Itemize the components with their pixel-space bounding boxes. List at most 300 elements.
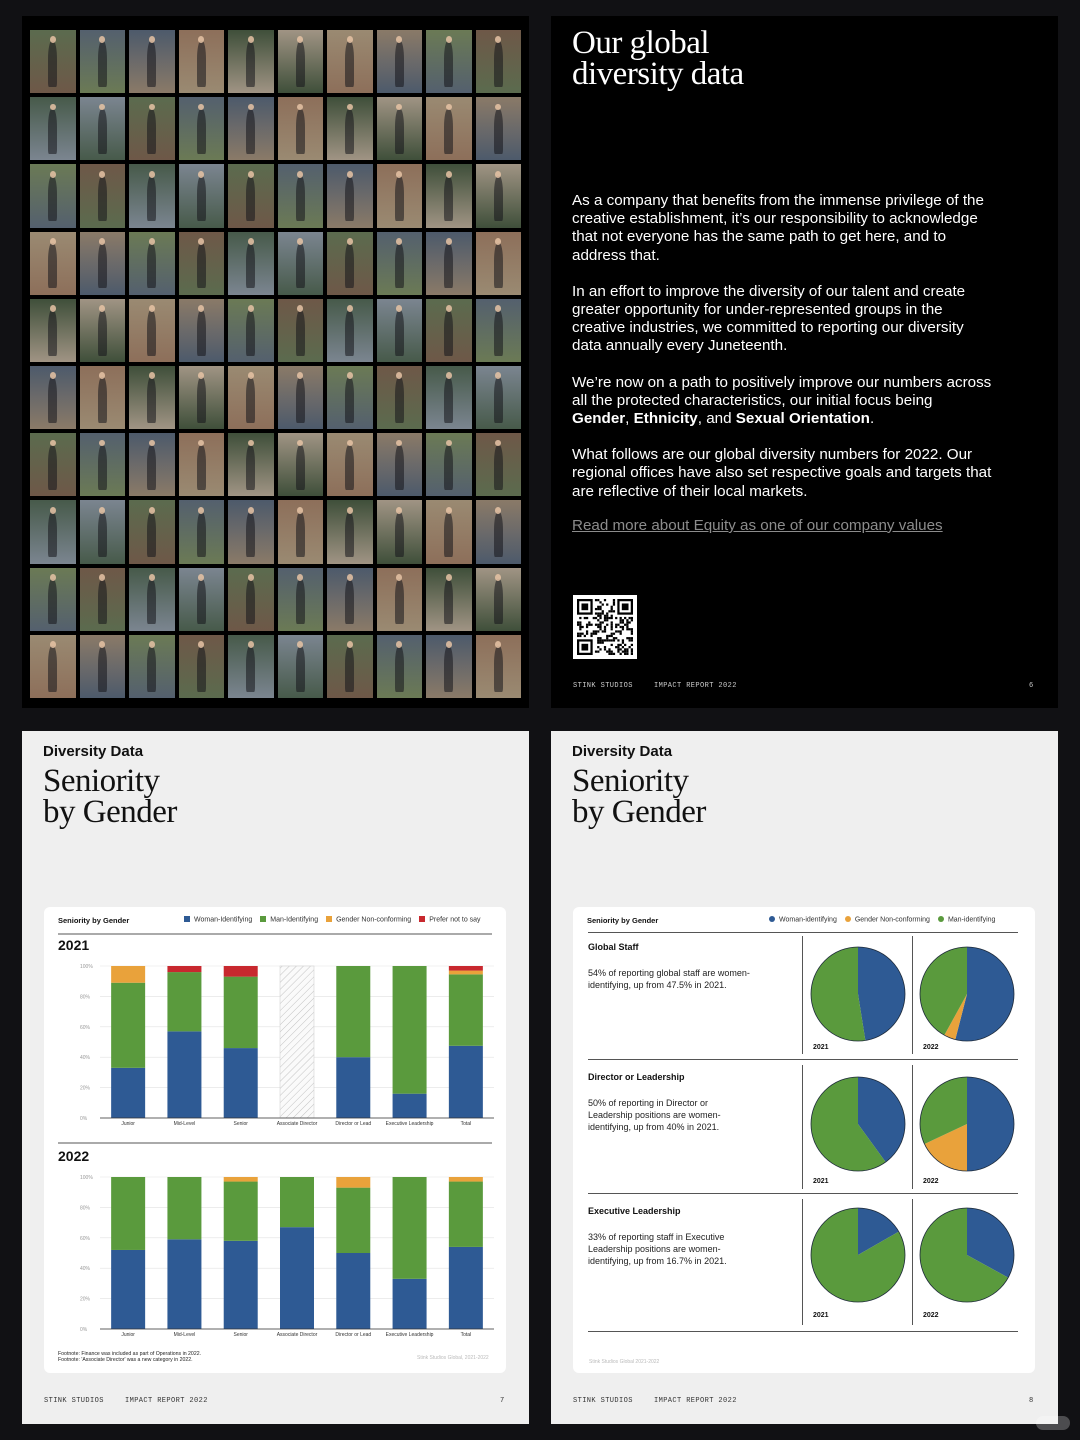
staff-photo: [30, 568, 76, 631]
bar-segment: [336, 1253, 370, 1329]
staff-photo: [228, 366, 274, 429]
staff-photo: [129, 164, 175, 227]
person-figure: [345, 445, 354, 491]
staff-photo: [278, 568, 324, 631]
pie-year-label: 2022: [923, 1312, 939, 1319]
person-figure: [494, 377, 503, 422]
person-figure: [147, 176, 156, 222]
person-head: [297, 507, 303, 514]
qr-module: [595, 624, 597, 626]
qr-module: [577, 635, 579, 637]
y-tick-label: 40%: [80, 1266, 91, 1273]
qr-module: [597, 608, 599, 610]
footer-report: IMPACT REPORT 2022: [125, 1397, 208, 1405]
staff-photo: [80, 164, 126, 227]
bar-segment: [224, 1048, 258, 1118]
qr-module: [604, 630, 606, 632]
qr-module: [586, 626, 588, 628]
person-figure: [444, 176, 453, 222]
person-figure: [98, 579, 107, 625]
person-head: [347, 171, 353, 178]
staff-photo: [179, 568, 225, 631]
person-figure: [345, 646, 354, 692]
qr-module: [629, 621, 631, 623]
focus-ethnicity: Ethnicity: [633, 410, 698, 428]
bar-segment: [336, 966, 370, 1057]
person-figure: [494, 310, 503, 356]
staff-photo: [377, 30, 423, 93]
qr-module: [593, 617, 595, 619]
qr-module: [617, 646, 619, 648]
qr-module: [595, 630, 597, 632]
qr-module: [613, 653, 615, 655]
staff-photo: [476, 366, 522, 429]
qr-module: [595, 612, 597, 614]
staff-photo: [228, 97, 274, 160]
x-tick-label: Mid-Level: [173, 1332, 196, 1338]
x-tick-label: Director or Lead: [335, 1332, 372, 1338]
person-figure: [48, 310, 57, 356]
bar-segment: [280, 1177, 314, 1227]
person-figure: [296, 41, 305, 86]
staff-photo-grid: [30, 30, 521, 698]
staff-photo: [228, 30, 274, 93]
bar-segment: [449, 971, 483, 975]
footer-report: IMPACT REPORT 2022: [654, 1397, 737, 1405]
person-figure: [444, 41, 453, 86]
person-figure: [395, 243, 404, 289]
section-text-executive: 33% of reporting staff in Executive Leadership positions are women-identifying, up from 16.7% in 2021.: [588, 1232, 727, 1266]
equity-values-link[interactable]: Read more about Equity as one of our company values: [572, 516, 943, 534]
staff-photo: [30, 30, 76, 93]
qr-module: [599, 624, 601, 626]
person-figure: [98, 243, 107, 289]
person-figure: [444, 377, 453, 422]
qr-module: [620, 619, 622, 621]
qr-code[interactable]: [573, 595, 637, 659]
person-figure: [48, 243, 57, 289]
person-figure: [296, 445, 305, 491]
staff-photo: [278, 164, 324, 227]
qr-finder-core: [581, 603, 588, 610]
qr-module: [606, 619, 608, 621]
qr-module: [624, 651, 626, 653]
qr-module: [599, 608, 601, 610]
qr-module: [597, 626, 599, 628]
qr-module: [595, 617, 597, 619]
person-figure: [197, 243, 206, 289]
bar-segment: [449, 1046, 483, 1118]
qr-module: [620, 621, 622, 623]
qr-module: [602, 642, 604, 644]
bar-segment: [224, 1241, 258, 1329]
person-figure: [444, 512, 453, 558]
qr-module: [613, 601, 615, 603]
qr-module: [608, 651, 610, 653]
bar-no-data: [280, 966, 314, 1118]
person-figure: [147, 243, 156, 289]
qr-module: [599, 642, 601, 644]
title-line-2: by Gender: [572, 794, 706, 830]
person-figure: [494, 176, 503, 222]
qr-module: [579, 628, 581, 630]
person-figure: [345, 377, 354, 422]
qr-module: [595, 651, 597, 653]
qr-module: [606, 617, 608, 619]
person-head: [149, 641, 155, 648]
staff-photo: [228, 164, 274, 227]
person-figure: [494, 512, 503, 558]
qr-module: [577, 624, 579, 626]
qr-module: [611, 633, 613, 635]
qr-module: [611, 606, 613, 608]
qr-module: [620, 648, 622, 650]
qr-module: [595, 608, 597, 610]
staff-photo: [30, 366, 76, 429]
qr-module: [631, 644, 633, 646]
person-figure: [98, 512, 107, 558]
person-figure: [296, 646, 305, 692]
staff-photo: [179, 635, 225, 698]
person-head: [50, 507, 56, 514]
footnote-2: Footnote: 'Associate Director' was a new category in 2022.: [58, 1357, 193, 1363]
qr-module: [611, 621, 613, 623]
legend-label: Woman-identifying: [779, 916, 837, 924]
qr-module: [611, 639, 613, 641]
staff-photo: [179, 299, 225, 362]
person-figure: [494, 243, 503, 289]
paragraph-3-text: We’re now on a path to positively improve our numbers across all the protected characteristics, our initial focus being: [572, 373, 992, 409]
person-figure: [197, 41, 206, 86]
staff-photo: [228, 433, 274, 496]
person-head: [248, 574, 254, 581]
bar-segment: [167, 1239, 201, 1329]
person-figure: [444, 109, 453, 155]
person-figure: [395, 109, 404, 155]
qr-module: [624, 648, 626, 650]
person-figure: [246, 377, 255, 422]
year-label-2022: 2022: [58, 1148, 90, 1164]
qr-module: [626, 621, 628, 623]
qr-module: [617, 644, 619, 646]
qr-module: [604, 615, 606, 617]
person-figure: [246, 512, 255, 558]
bar-segment: [336, 1177, 370, 1188]
x-tick-label: Junior: [121, 1332, 135, 1338]
staff-photo: [377, 164, 423, 227]
person-figure: [395, 579, 404, 625]
y-tick-label: 60%: [80, 1024, 91, 1031]
section-text-global: 54% of reporting global staff are women-identifying, up from 47.5% in 2021.: [588, 968, 750, 990]
qr-module: [599, 606, 601, 608]
person-figure: [197, 310, 206, 356]
qr-module: [611, 651, 613, 653]
qr-module: [608, 653, 610, 655]
title-line-2: diversity data: [572, 56, 744, 92]
person-head: [50, 36, 56, 43]
staff-photo: [228, 635, 274, 698]
x-tick-label: Executive Leadership: [385, 1121, 434, 1127]
qr-module: [599, 615, 601, 617]
y-tick-label: 100%: [80, 1175, 93, 1181]
person-figure: [296, 579, 305, 625]
person-figure: [444, 310, 453, 356]
person-figure: [197, 377, 206, 422]
qr-module: [590, 633, 592, 635]
qr-module: [586, 624, 588, 626]
qr-module: [599, 617, 601, 619]
qr-module: [615, 637, 617, 639]
staff-photo: [327, 97, 373, 160]
staff-photo: [327, 30, 373, 93]
qr-module: [604, 628, 606, 630]
person-head: [347, 574, 353, 581]
qr-module: [617, 624, 619, 626]
person-head: [248, 507, 254, 514]
title-line-2: by Gender: [43, 794, 177, 830]
staff-photo: [476, 433, 522, 496]
person-head: [396, 507, 402, 514]
legend-label: Gender Non-conforming: [854, 916, 930, 924]
qr-module: [622, 642, 624, 644]
paragraph-4: What follows are our global diversity numbers for 2022. Our regional offices have also set respective goals and targets that are reflective of their local markets.: [572, 446, 992, 500]
qr-module: [631, 653, 633, 655]
qr-module: [586, 630, 588, 632]
staff-photo: [179, 30, 225, 93]
pie-year-label: 2022: [923, 1178, 939, 1185]
qr-module: [631, 633, 633, 635]
section-heading-director: Director or Leadership: [588, 1072, 685, 1082]
person-head: [347, 104, 353, 111]
person-figure: [345, 41, 354, 86]
bar-segment: [336, 1057, 370, 1118]
qr-module: [590, 624, 592, 626]
person-head: [347, 372, 353, 379]
qr-module: [629, 628, 631, 630]
qr-module: [631, 648, 633, 650]
qr-module: [606, 603, 608, 605]
person-head: [149, 372, 155, 379]
qr-module: [631, 637, 633, 639]
person-head: [248, 104, 254, 111]
person-figure: [296, 109, 305, 155]
person-figure: [197, 176, 206, 222]
person-figure: [98, 445, 107, 491]
qr-module: [579, 633, 581, 635]
person-figure: [246, 646, 255, 692]
section-text-director: 50% of reporting in Director or Leadership positions are women-identifying, up from 40% in 2021.: [588, 1098, 721, 1132]
qr-module: [624, 624, 626, 626]
bar-segment: [167, 1031, 201, 1118]
person-head: [446, 574, 452, 581]
qr-module: [608, 639, 610, 641]
qr-module: [617, 639, 619, 641]
staff-photo: [327, 232, 373, 295]
qr-module: [613, 603, 615, 605]
person-figure: [246, 445, 255, 491]
staff-photo: [179, 164, 225, 227]
person-figure: [48, 512, 57, 558]
staff-photo: [129, 433, 175, 496]
x-tick-label: Mid-Level: [173, 1121, 196, 1127]
qr-module: [602, 610, 604, 612]
qr-module: [615, 624, 617, 626]
person-figure: [494, 109, 503, 155]
qr-module: [611, 626, 613, 628]
person-figure: [48, 377, 57, 422]
qr-module: [620, 653, 622, 655]
qr-module: [584, 617, 586, 619]
qr-module: [626, 651, 628, 653]
person-figure: [345, 512, 354, 558]
staff-photo: [228, 299, 274, 362]
qr-module: [597, 599, 599, 601]
staff-photo: [129, 232, 175, 295]
x-tick-label: Senior: [233, 1332, 248, 1338]
staff-photo: [426, 433, 472, 496]
qr-module: [593, 633, 595, 635]
qr-module: [626, 653, 628, 655]
qr-module: [604, 648, 606, 650]
qr-module: [617, 651, 619, 653]
qr-module: [597, 606, 599, 608]
person-head: [446, 104, 452, 111]
bar-segment: [111, 966, 145, 983]
person-head: [248, 36, 254, 43]
footer-report: IMPACT REPORT 2022: [654, 682, 737, 690]
footer-brand: STINK STUDIOS: [573, 682, 633, 690]
bar-segment: [224, 966, 258, 977]
person-head: [248, 171, 254, 178]
person-head: [99, 507, 105, 514]
qr-module: [599, 637, 601, 639]
person-head: [446, 305, 452, 312]
staff-photo: [129, 500, 175, 563]
person-figure: [98, 310, 107, 356]
person-figure: [345, 176, 354, 222]
person-figure: [197, 646, 206, 692]
person-head: [248, 238, 254, 245]
person-head: [50, 238, 56, 245]
qr-module: [597, 646, 599, 648]
staff-photo: [179, 366, 225, 429]
qr-module: [629, 646, 631, 648]
qr-module: [615, 646, 617, 648]
person-head: [248, 305, 254, 312]
qr-module: [602, 612, 604, 614]
staff-photo: [179, 232, 225, 295]
person-figure: [246, 579, 255, 625]
person-figure: [246, 41, 255, 86]
qr-module: [622, 639, 624, 641]
staff-photo: [129, 635, 175, 698]
qr-module: [611, 610, 613, 612]
person-figure: [98, 109, 107, 155]
source-note: Stink Studios Global, 2021-2022: [417, 1355, 489, 1361]
bar-charts-page: [22, 731, 529, 1424]
staff-photo: [476, 568, 522, 631]
section-kicker: Diversity Data: [43, 743, 144, 760]
qr-module: [615, 617, 617, 619]
section-heading-global: Global Staff: [588, 942, 639, 952]
qr-module: [611, 615, 613, 617]
staff-photo: [476, 500, 522, 563]
staff-photo: [426, 97, 472, 160]
person-head: [149, 507, 155, 514]
qr-module: [624, 617, 626, 619]
person-head: [347, 305, 353, 312]
person-figure: [444, 445, 453, 491]
footnote-1: Footnote: Finance was included as part of Operations in 2022.: [58, 1351, 202, 1357]
qr-module: [604, 617, 606, 619]
person-figure: [246, 109, 255, 155]
page-number: 8: [1029, 1397, 1034, 1405]
qr-module: [631, 639, 633, 641]
qr-module: [626, 637, 628, 639]
footer-brand: STINK STUDIOS: [44, 1397, 104, 1405]
qr-module: [613, 639, 615, 641]
qr-module: [608, 617, 610, 619]
person-figure: [494, 445, 503, 491]
bar-segment: [393, 1094, 427, 1118]
pie-year-label: 2021: [813, 1312, 829, 1319]
qr-module: [620, 630, 622, 632]
x-tick-label: Total: [460, 1332, 472, 1338]
person-figure: [48, 41, 57, 86]
qr-module: [602, 621, 604, 623]
legend-label: Man-identifying: [947, 916, 996, 924]
bar-segment: [224, 1182, 258, 1241]
qr-module: [597, 637, 599, 639]
qr-module: [606, 615, 608, 617]
staff-photo: [377, 500, 423, 563]
x-tick-label: Associate Director: [276, 1121, 318, 1127]
person-head: [495, 507, 501, 514]
person-figure: [395, 445, 404, 491]
person-head: [495, 171, 501, 178]
qr-module: [626, 648, 628, 650]
staff-photo: [129, 366, 175, 429]
staff-photo: [426, 164, 472, 227]
qr-module: [611, 644, 613, 646]
person-figure: [296, 176, 305, 222]
title-line-1: Seniority: [572, 763, 689, 799]
y-tick-label: 0%: [80, 1327, 88, 1333]
bar-segment: [393, 1177, 427, 1279]
staff-photo: [30, 97, 76, 160]
qr-module: [615, 630, 617, 632]
person-figure: [444, 579, 453, 625]
source-note: Stink Studios Global 2021-2022: [589, 1359, 660, 1365]
person-head: [149, 36, 155, 43]
person-figure: [147, 579, 156, 625]
qr-module: [597, 639, 599, 641]
qr-module: [620, 626, 622, 628]
staff-photo: [278, 30, 324, 93]
qr-module: [581, 633, 583, 635]
qr-module: [626, 624, 628, 626]
staff-photo: [327, 433, 373, 496]
person-figure: [494, 41, 503, 86]
person-figure: [48, 646, 57, 692]
qr-module: [595, 599, 597, 601]
page-title: [572, 25, 744, 92]
person-figure: [197, 109, 206, 155]
qr-module: [604, 626, 606, 628]
person-figure: [48, 445, 57, 491]
staff-photo: [80, 433, 126, 496]
qr-module: [599, 626, 601, 628]
